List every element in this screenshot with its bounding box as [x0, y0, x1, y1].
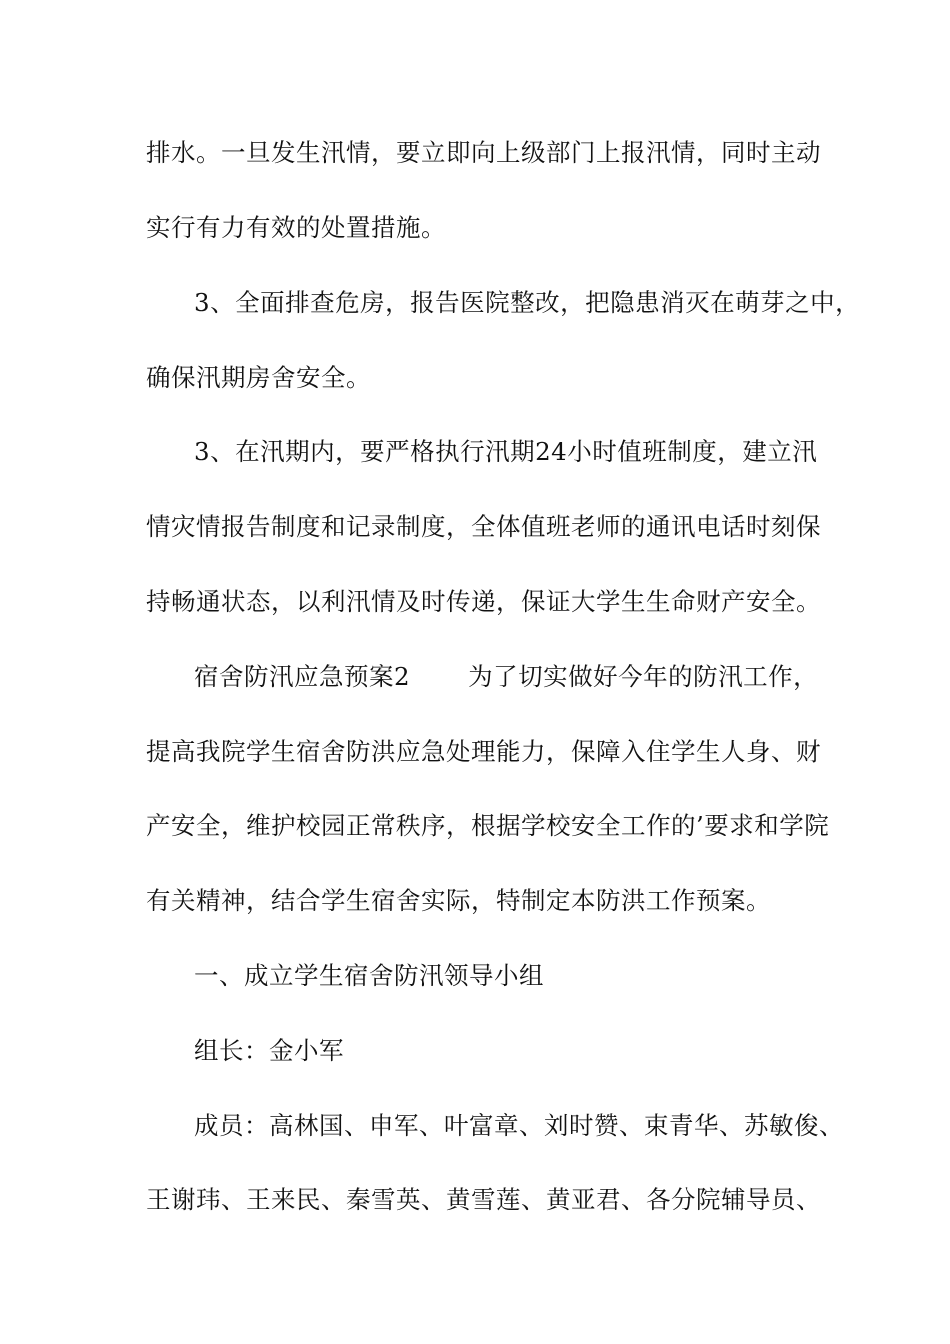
paragraph-line: 王谢玮、王来民、秦雪英、黄雪莲、黄亚君、各分院辅导员、 — [146, 1185, 821, 1214]
paragraph-line: 确保汛期房舍安全。 — [146, 363, 371, 392]
paragraph-line: 有关精神，结合学生宿舍实际，特制定本防洪工作预案。 — [146, 886, 771, 915]
paragraph-line: 提高我院学生宿舍防洪应急处理能力，保障入住学生人身、财 — [146, 737, 821, 766]
paragraph-line: 实行有力有效的处置措施。 — [146, 213, 446, 242]
paragraph-line: 成员：高林国、申军、叶富章、刘时赞、束青华、苏敏俊、 — [194, 1111, 844, 1140]
section-title: 宿舍防汛应急预案2 — [194, 662, 411, 691]
paragraph-line: 产安全，维护校园正常秩序，根据学校安全工作的’要求和学院 — [146, 811, 830, 840]
paragraph-start: 为了切实做好今年的防汛工作， — [468, 662, 819, 691]
paragraph-line: 情灾情报告制度和记录制度，全体值班老师的通讯电话时刻保 — [146, 512, 821, 541]
paragraph-line: 3、在汛期内，要严格执行汛期24小时值班制度，建立汛 — [194, 437, 818, 466]
paragraph-line: 组长：金小军 — [194, 1036, 344, 1065]
section-heading-line — [194, 661, 818, 693]
paragraph-line: 排水。一旦发生汛情，要立即向上级部门上报汛情，同时主动 — [146, 138, 821, 167]
paragraph-line: 3、全面排查危房，报告医院整改，把隐患消灭在萌芽之中， — [194, 288, 861, 317]
subheading-line: 一、成立学生宿舍防汛领导小组 — [194, 961, 544, 990]
paragraph-line: 持畅通状态，以利汛情及时传递，保证大学生生命财产安全。 — [146, 587, 821, 616]
